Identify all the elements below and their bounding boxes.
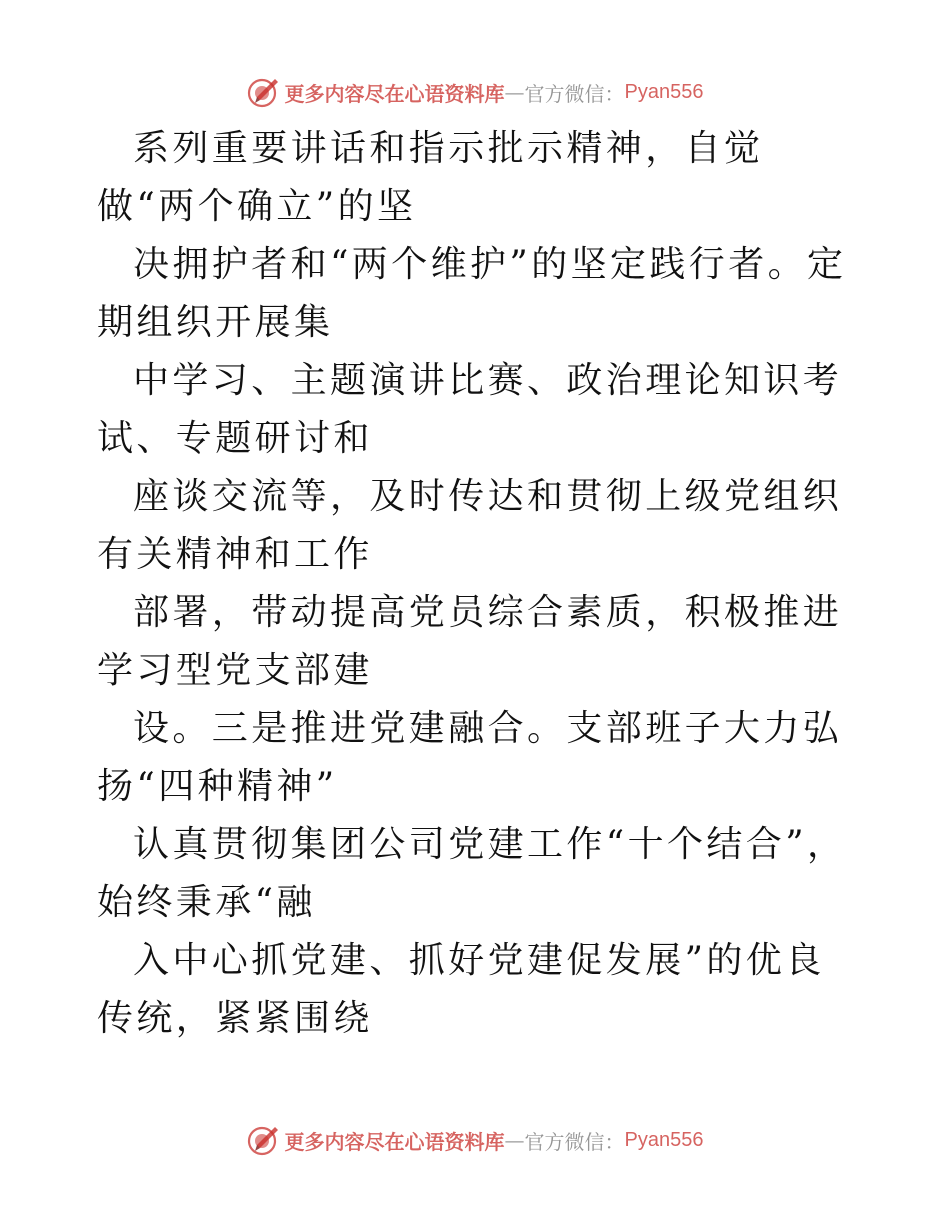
quill-seal-icon bbox=[247, 75, 281, 109]
watermark-wechat-id: Pyan556 bbox=[624, 80, 704, 103]
body-paragraph-7: 认真贯彻集团公司党建工作“十个结合”，始终秉承“融 bbox=[97, 824, 847, 923]
watermark-wechat-label: 官方微信： bbox=[524, 1129, 625, 1154]
body-paragraph-5: 部署，带动提高党员综合素质，积极推进学习型党支部建 bbox=[97, 592, 843, 691]
watermark-site-text: 更多内容尽在心语资料库 bbox=[284, 1129, 505, 1154]
watermark-separator: — bbox=[504, 80, 525, 104]
body-paragraph-8: 入中心抓党建、抓好党建促发展”的优良传统，紧紧围绕 bbox=[97, 940, 825, 1039]
header-watermark bbox=[0, 72, 950, 112]
quill-seal-icon bbox=[247, 1123, 281, 1157]
body-paragraph-2: 决拥护者和“两个维护”的坚定践行者。定期组织开展集 bbox=[97, 244, 847, 343]
body-paragraph-4: 座谈交流等，及时传达和贯彻上级党组织有关精神和工作 bbox=[97, 476, 843, 575]
watermark-wechat-id: Pyan556 bbox=[624, 1128, 704, 1151]
document-body bbox=[97, 120, 857, 1048]
body-paragraph-3: 中学习、主题演讲比赛、政治理论知识考试、专题研讨和 bbox=[97, 360, 843, 459]
watermark-separator: — bbox=[504, 1128, 525, 1152]
watermark-site-text: 更多内容尽在心语资料库 bbox=[284, 81, 505, 106]
body-paragraph-1: 系列重要讲话和指示批示精神，自觉做“两个确立”的坚 bbox=[97, 128, 764, 227]
watermark-wechat-label: 官方微信： bbox=[524, 81, 625, 106]
body-paragraph-6: 设。三是推进党建融合。支部班子大力弘扬“四种精神” bbox=[97, 708, 843, 807]
footer-watermark bbox=[0, 1120, 950, 1160]
